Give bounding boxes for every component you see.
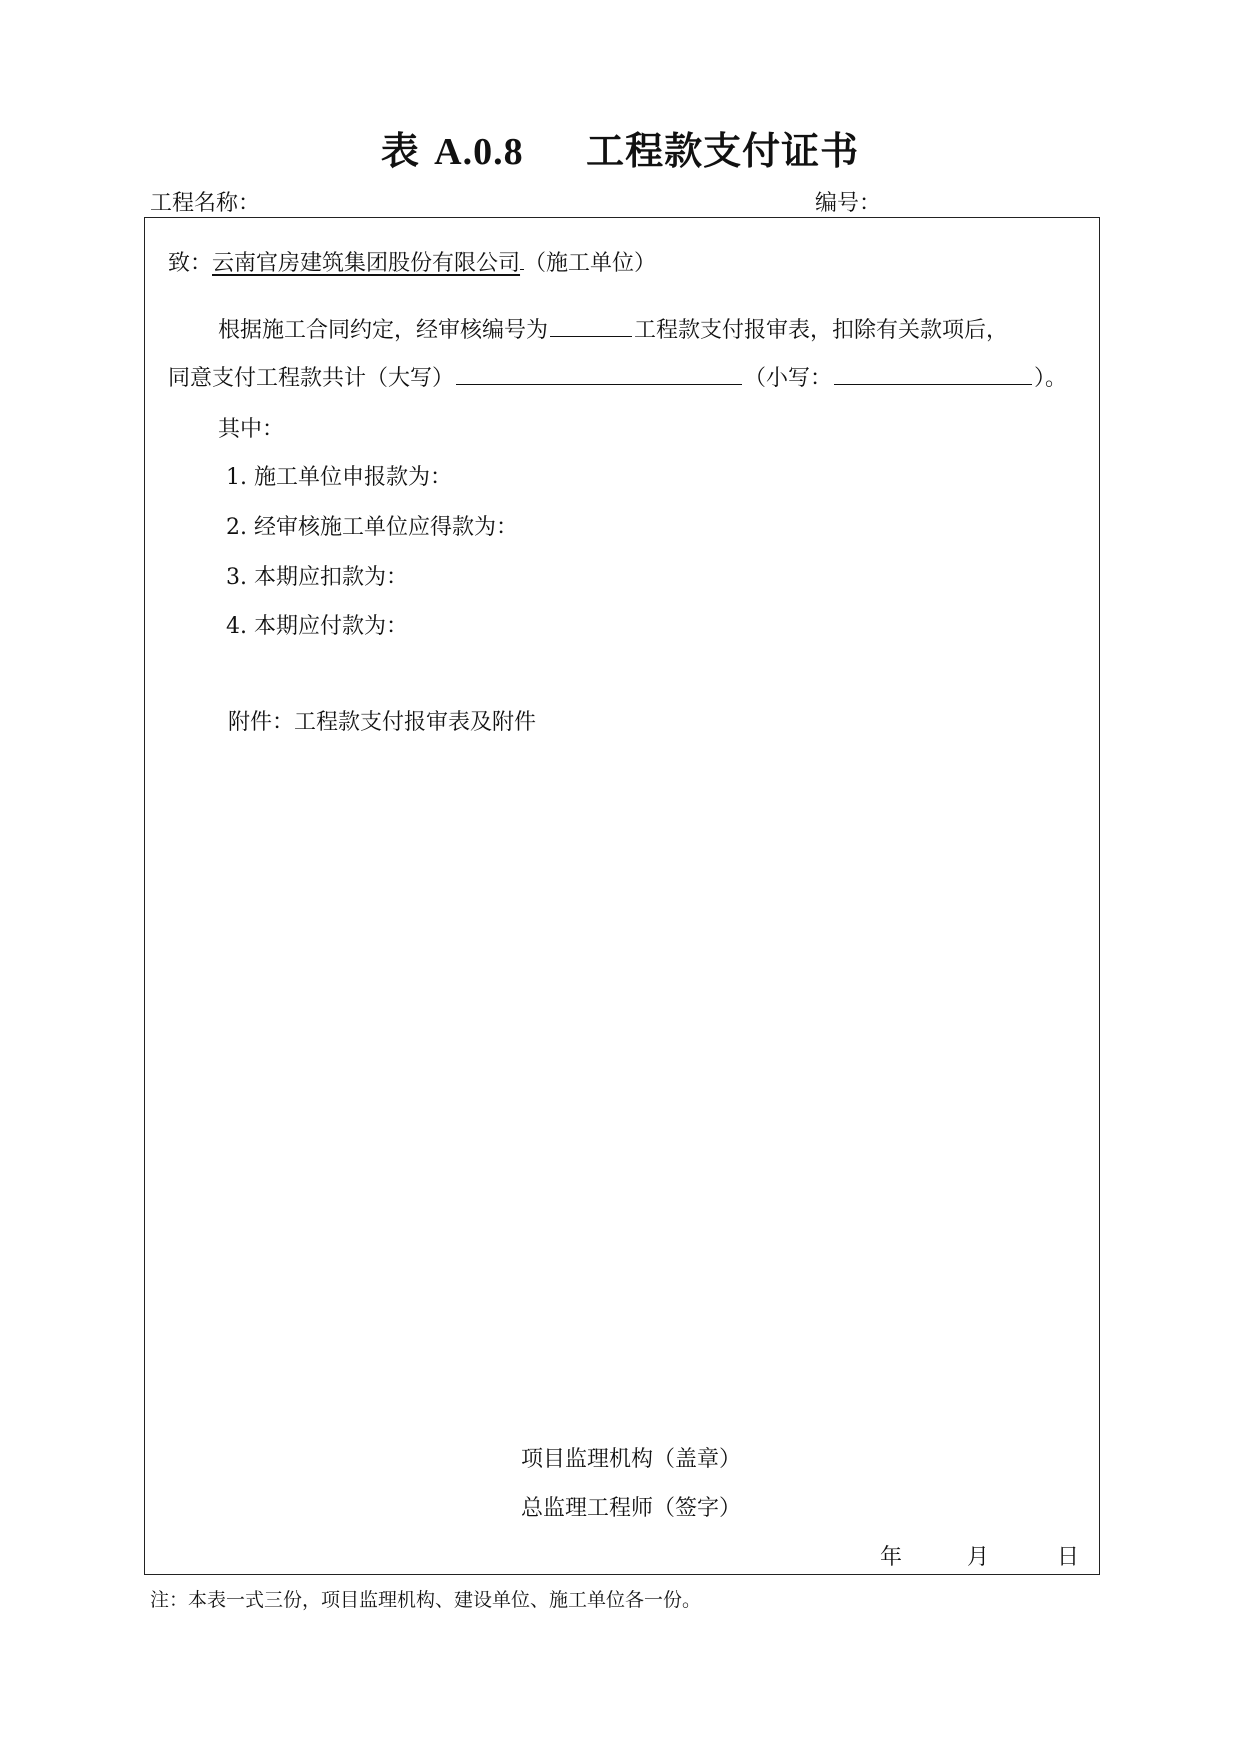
recipient-line [168,246,656,277]
form-name: 工程款支付证书 [586,128,860,173]
para2-c: ）。 [1034,366,1068,391]
para2-a: 同意支付工程款共计（大写） [168,366,455,391]
form-code: A.0.8 [434,131,524,173]
title-prefix: 表 [380,128,420,173]
number-label: 编号： [815,191,882,216]
footnote: 注：本表一式三份，项目监理机构、建设单位、施工单位各一份。 [150,1589,702,1611]
amount-in-words-blank[interactable] [456,362,742,385]
to-label: 致： [168,251,213,276]
among-label: 其中： [218,417,285,442]
para2-b: （小写： [744,366,833,391]
item-deduction-amount: 3. 本期应扣款为： [226,565,408,590]
attachment-note: 附件：工程款支付报审表及附件 [228,710,537,735]
report-number-blank[interactable] [550,314,632,337]
form-frame [144,217,1100,1575]
recipient-role: （施工单位） [524,251,657,276]
project-name-label: 工程名称： [150,191,261,216]
item-declared-amount: 1. 施工单位申报款为： [226,465,452,490]
paragraph-line-2 [168,361,1067,392]
para1-a: 根据施工合同约定，经审核编号为 [218,318,549,343]
para1-b: 工程款支付报审表，扣除有关款项后， [634,318,1009,343]
date-year: 年 [880,1545,903,1570]
chief-engineer-signature: 总监理工程师（签字） [521,1496,742,1521]
item-approved-amount: 2. 经审核施工单位应得款为： [226,515,518,540]
amount-in-figures-blank[interactable] [834,362,1032,385]
recipient-company: 云南官房建筑集团股份有限公司 [212,251,521,276]
paragraph-line-1 [218,313,1008,344]
item-payable-amount: 4. 本期应付款为： [226,614,408,639]
form-title [0,120,1240,175]
supervision-org-stamp: 项目监理机构（盖章） [521,1447,742,1472]
date-day: 日 [1057,1545,1080,1570]
date-month: 月 [967,1545,990,1570]
